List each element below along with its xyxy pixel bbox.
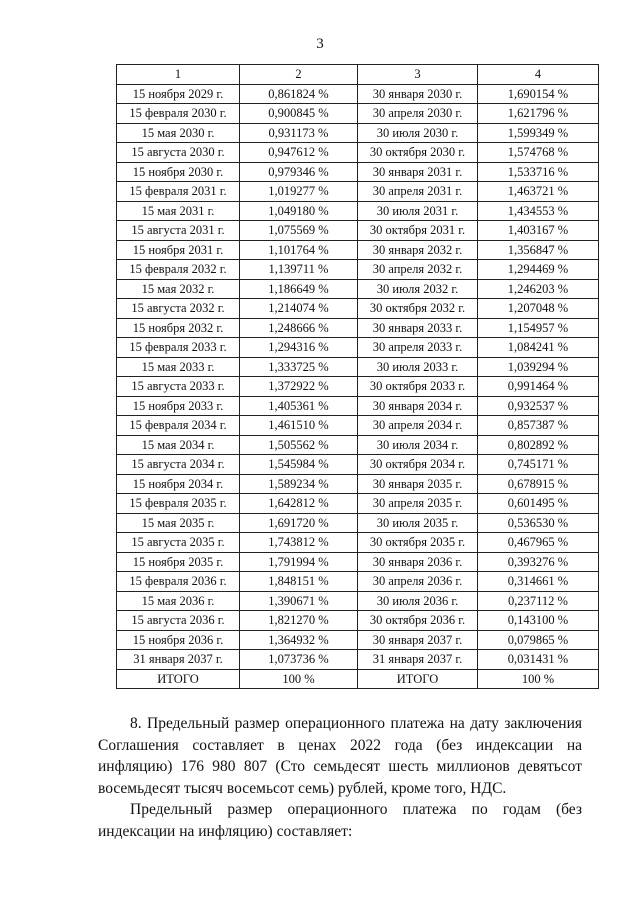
table-cell: 15 мая 2031 г.	[117, 201, 240, 221]
table-cell: 15 ноября 2032 г.	[117, 318, 240, 338]
table-cell: 30 июля 2036 г.	[358, 591, 478, 611]
table-header-row	[117, 65, 599, 85]
table-body	[117, 84, 599, 689]
table-cell: 1,084241 %	[478, 338, 599, 358]
table-cell: 0,536530 %	[478, 513, 599, 533]
table-cell: 1,248666 %	[240, 318, 358, 338]
table-row	[117, 611, 599, 631]
table-cell: 15 февраля 2034 г.	[117, 416, 240, 436]
table-cell: 15 февраля 2035 г.	[117, 494, 240, 514]
table-cell: 1,039294 %	[478, 357, 599, 377]
table-cell: 1,848151 %	[240, 572, 358, 592]
table-cell: 1,364932 %	[240, 630, 358, 650]
table-row	[117, 474, 599, 494]
table-cell: 1,333725 %	[240, 357, 358, 377]
table-cell: 1,101764 %	[240, 240, 358, 260]
table-cell: 0,979346 %	[240, 162, 358, 182]
table-cell: 15 августа 2030 г.	[117, 143, 240, 163]
table-cell: 1,390671 %	[240, 591, 358, 611]
table-cell: 1,574768 %	[478, 143, 599, 163]
table-cell: 1,621796 %	[478, 104, 599, 124]
table-cell: 1,599349 %	[478, 123, 599, 143]
table-cell: 0,237112 %	[478, 591, 599, 611]
table-cell: 30 июля 2030 г.	[358, 123, 478, 143]
payment-schedule-table	[116, 64, 599, 689]
table-cell: 15 ноября 2033 г.	[117, 396, 240, 416]
table-cell: 30 апреля 2034 г.	[358, 416, 478, 436]
table-row	[117, 396, 599, 416]
table-cell: 0,745171 %	[478, 455, 599, 475]
table-row	[117, 377, 599, 397]
table-cell: 30 января 2030 г.	[358, 84, 478, 104]
table-row	[117, 221, 599, 241]
table-cell: 1,405361 %	[240, 396, 358, 416]
table-cell: 30 января 2036 г.	[358, 552, 478, 572]
table-cell: 30 января 2034 г.	[358, 396, 478, 416]
table-cell: 1,372922 %	[240, 377, 358, 397]
paragraph-payment-by-years: Предельный размер операционного платежа по годам (без индексации на инфляцию) составляет:	[98, 801, 582, 840]
table-cell: 30 апреля 2031 г.	[358, 182, 478, 202]
table-cell: 0,861824 %	[240, 84, 358, 104]
table-cell: 30 октября 2034 г.	[358, 455, 478, 475]
table-cell: 15 августа 2036 г.	[117, 611, 240, 631]
table-cell: 0,932537 %	[478, 396, 599, 416]
table-cell: 0,143100 %	[478, 611, 599, 631]
table-cell: 1,019277 %	[240, 182, 358, 202]
table-row	[117, 338, 599, 358]
column-header: 3	[358, 65, 478, 85]
table-cell: 15 февраля 2030 г.	[117, 104, 240, 124]
table-cell: 0,601495 %	[478, 494, 599, 514]
table-cell: 30 апреля 2035 г.	[358, 494, 478, 514]
table-cell: 15 мая 2032 г.	[117, 279, 240, 299]
table-cell: 15 ноября 2034 г.	[117, 474, 240, 494]
table-cell: 1,246203 %	[478, 279, 599, 299]
table-cell: 15 ноября 2031 г.	[117, 240, 240, 260]
table-cell: 30 января 2031 г.	[358, 162, 478, 182]
table-row	[117, 357, 599, 377]
table-row	[117, 435, 599, 455]
column-header: 2	[240, 65, 358, 85]
table-cell: 1,154957 %	[478, 318, 599, 338]
table-row	[117, 279, 599, 299]
table-cell: 1,139711 %	[240, 260, 358, 280]
table-cell: 15 февраля 2036 г.	[117, 572, 240, 592]
column-header: 1	[117, 65, 240, 85]
table-row	[117, 260, 599, 280]
table-cell: 15 мая 2033 г.	[117, 357, 240, 377]
table-cell: 1,049180 %	[240, 201, 358, 221]
table-cell: 30 октября 2030 г.	[358, 143, 478, 163]
table-cell: 15 февраля 2033 г.	[117, 338, 240, 358]
table-cell: 0,947612 %	[240, 143, 358, 163]
table-cell: 30 июля 2033 г.	[358, 357, 478, 377]
table-cell: 30 января 2037 г.	[358, 630, 478, 650]
table-row	[117, 591, 599, 611]
table-cell: 30 апреля 2030 г.	[358, 104, 478, 124]
table-cell: 15 мая 2034 г.	[117, 435, 240, 455]
table-cell: 30 апреля 2033 г.	[358, 338, 478, 358]
table-cell: 1,075569 %	[240, 221, 358, 241]
page-number: 3	[316, 36, 324, 52]
table-cell: 15 мая 2036 г.	[117, 591, 240, 611]
table-cell: 1,545984 %	[240, 455, 358, 475]
table-cell: 31 января 2037 г.	[117, 650, 240, 670]
table-row	[117, 552, 599, 572]
table-cell: 0,900845 %	[240, 104, 358, 124]
table-cell: 0,031431 %	[478, 650, 599, 670]
table-cell: 31 января 2037 г.	[358, 650, 478, 670]
table-row	[117, 630, 599, 650]
table-cell: 30 января 2035 г.	[358, 474, 478, 494]
table-cell: ИТОГО	[358, 669, 478, 689]
table-row	[117, 513, 599, 533]
table-cell: 1,461510 %	[240, 416, 358, 436]
table-row	[117, 143, 599, 163]
table-row	[117, 162, 599, 182]
table-row	[117, 201, 599, 221]
table-cell: 15 февраля 2031 г.	[117, 182, 240, 202]
table-cell: 30 июля 2034 г.	[358, 435, 478, 455]
table-row	[117, 669, 599, 689]
table-row	[117, 533, 599, 553]
table-cell: 1,743812 %	[240, 533, 358, 553]
table-cell: 1,214074 %	[240, 299, 358, 319]
table-row	[117, 240, 599, 260]
table-cell: 15 ноября 2035 г.	[117, 552, 240, 572]
table-cell: 1,294316 %	[240, 338, 358, 358]
table-cell: 0,079865 %	[478, 630, 599, 650]
table-cell: 1,821270 %	[240, 611, 358, 631]
table-cell: 15 мая 2030 г.	[117, 123, 240, 143]
table-cell: 30 апреля 2032 г.	[358, 260, 478, 280]
table-cell: 30 января 2033 г.	[358, 318, 478, 338]
table-cell: 1,642812 %	[240, 494, 358, 514]
table-cell: 1,505562 %	[240, 435, 358, 455]
table-cell: 0,467965 %	[478, 533, 599, 553]
table-cell: 100 %	[240, 669, 358, 689]
table-cell: 15 августа 2034 г.	[117, 455, 240, 475]
table-cell: 15 февраля 2032 г.	[117, 260, 240, 280]
table-cell: 1,356847 %	[478, 240, 599, 260]
table-cell: 15 ноября 2029 г.	[117, 84, 240, 104]
table-cell: 15 августа 2033 г.	[117, 377, 240, 397]
table-row	[117, 299, 599, 319]
table-row	[117, 572, 599, 592]
table-cell: 30 октября 2031 г.	[358, 221, 478, 241]
table-cell: 0,802892 %	[478, 435, 599, 455]
table-cell: 0,857387 %	[478, 416, 599, 436]
paragraph-operational-payment-limit: 8. Предельный размер операционного платежа на дату заключения Соглашения составляет в ценах 2022 года (без индексации на инфляцию) 176 980 807 (Сто семьдесят шесть миллионов девятьсот восемьдесят тысяч восемьсот семь) рублей, кроме того, НДС.	[98, 715, 582, 797]
table-cell: 30 октября 2036 г.	[358, 611, 478, 631]
table-row	[117, 318, 599, 338]
table-cell: 0,393276 %	[478, 552, 599, 572]
table-row	[117, 104, 599, 124]
table-cell: 15 ноября 2036 г.	[117, 630, 240, 650]
table-cell: 0,678915 %	[478, 474, 599, 494]
table-cell: 1,207048 %	[478, 299, 599, 319]
table-cell: 30 июля 2035 г.	[358, 513, 478, 533]
table-cell: 1,791994 %	[240, 552, 358, 572]
table-cell: 15 августа 2031 г.	[117, 221, 240, 241]
table-cell: 0,314661 %	[478, 572, 599, 592]
table-cell: 30 января 2032 г.	[358, 240, 478, 260]
table-cell: 1,294469 %	[478, 260, 599, 280]
table-cell: 1,073736 %	[240, 650, 358, 670]
table-cell: 30 октября 2033 г.	[358, 377, 478, 397]
table-cell: 1,589234 %	[240, 474, 358, 494]
table-cell: 15 августа 2032 г.	[117, 299, 240, 319]
table-cell: 30 октября 2035 г.	[358, 533, 478, 553]
table-row	[117, 182, 599, 202]
table-cell: 15 августа 2035 г.	[117, 533, 240, 553]
table-cell: 0,931173 %	[240, 123, 358, 143]
table-row	[117, 123, 599, 143]
table-cell: 0,991464 %	[478, 377, 599, 397]
table-cell: 30 июля 2031 г.	[358, 201, 478, 221]
column-header: 4	[478, 65, 599, 85]
table-cell: 30 июля 2032 г.	[358, 279, 478, 299]
table-row	[117, 416, 599, 436]
table-cell: ИТОГО	[117, 669, 240, 689]
table-cell: 1,690154 %	[478, 84, 599, 104]
table-cell: 1,403167 %	[478, 221, 599, 241]
table-row	[117, 650, 599, 670]
table-row	[117, 494, 599, 514]
table-cell: 1,533716 %	[478, 162, 599, 182]
table-cell: 30 апреля 2036 г.	[358, 572, 478, 592]
table-cell: 1,691720 %	[240, 513, 358, 533]
table-cell: 1,186649 %	[240, 279, 358, 299]
table-cell: 15 ноября 2030 г.	[117, 162, 240, 182]
table-cell: 30 октября 2032 г.	[358, 299, 478, 319]
table-cell: 1,434553 %	[478, 201, 599, 221]
table-cell: 15 мая 2035 г.	[117, 513, 240, 533]
table-cell: 1,463721 %	[478, 182, 599, 202]
table-row	[117, 84, 599, 104]
table-cell: 100 %	[478, 669, 599, 689]
table-row	[117, 455, 599, 475]
